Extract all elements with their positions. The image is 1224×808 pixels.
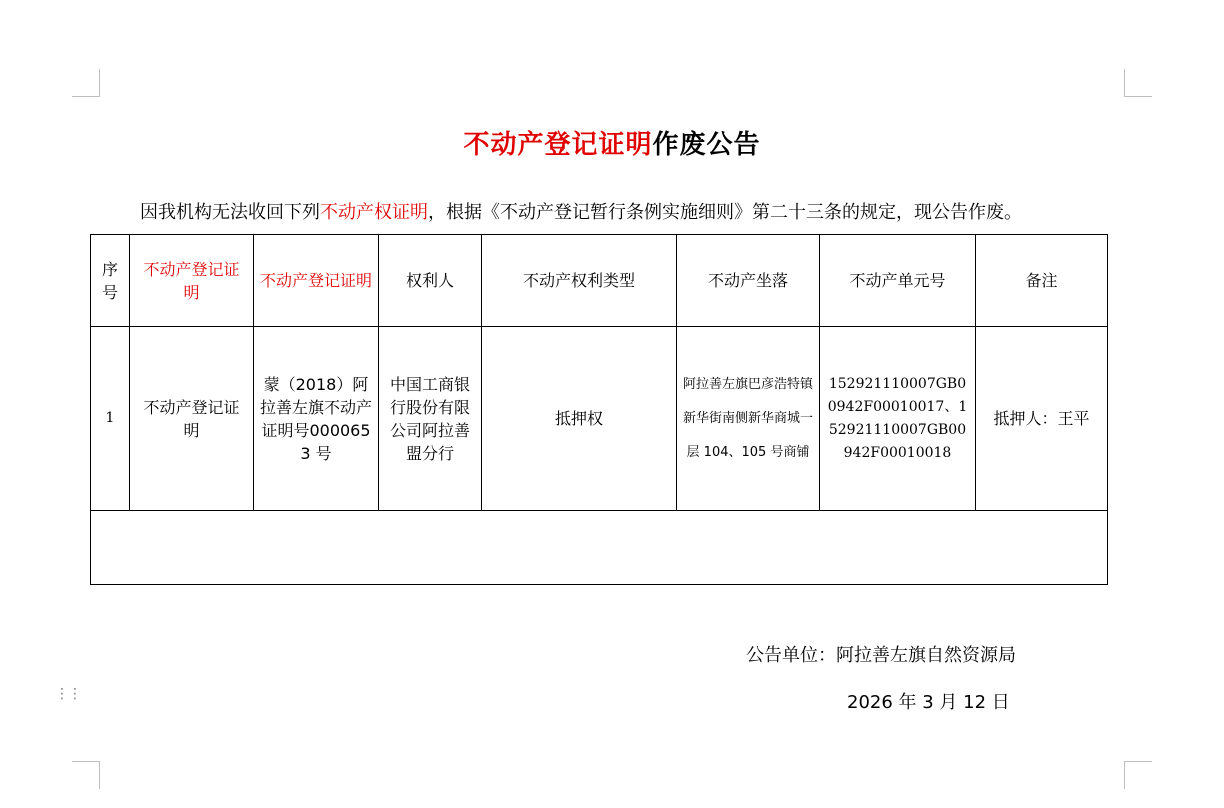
cell-remark: 抵押人：王平 bbox=[976, 327, 1108, 511]
notice-date: 2026 年 3 月 12 日 bbox=[847, 692, 1010, 713]
header-holder: 权利人 bbox=[379, 235, 482, 327]
cell-holder: 中国工商银行股份有限公司阿拉善盟分行 bbox=[379, 327, 482, 511]
page-corner-mark-top-left bbox=[72, 69, 100, 97]
header-cert-no: 不动产登记证明 bbox=[254, 235, 379, 327]
header-location: 不动产坐落 bbox=[677, 235, 820, 327]
intro-paragraph bbox=[140, 198, 1022, 224]
header-seq: 序号 bbox=[91, 235, 130, 327]
page-corner-mark-bottom-right bbox=[1124, 761, 1152, 789]
page-corner-mark-top-right bbox=[1124, 69, 1152, 97]
notice-table bbox=[90, 234, 1108, 585]
header-remark: 备注 bbox=[976, 235, 1108, 327]
intro-red-part: 不动产权证明 bbox=[320, 202, 428, 223]
drag-handle-icon[interactable]: ⋮⋮ bbox=[55, 686, 81, 702]
cell-right-type: 抵押权 bbox=[482, 327, 677, 511]
header-right-type: 不动产权利类型 bbox=[482, 235, 677, 327]
title-black-part: 作废公告 bbox=[652, 130, 761, 160]
title-red-part: 不动产登记证明 bbox=[463, 130, 653, 160]
cell-cert-type: 不动产登记证明 bbox=[130, 327, 254, 511]
cell-cert-no: 蒙（2018）阿拉善左旗不动产证明号0000653 号 bbox=[254, 327, 379, 511]
page-corner-mark-bottom-left bbox=[72, 761, 100, 789]
header-cert-type: 不动产登记证明 bbox=[130, 235, 254, 327]
notice-title bbox=[0, 124, 1224, 161]
table-empty-row bbox=[91, 511, 1108, 585]
cell-seq: 1 bbox=[91, 327, 130, 511]
header-unit-no: 不动产单元号 bbox=[820, 235, 976, 327]
table-row bbox=[91, 327, 1108, 511]
cell-location: 阿拉善左旗巴彦浩特镇新华街南侧新华商城一层 104、105 号商铺 bbox=[677, 327, 820, 511]
cell-unit-no: 152921110007GB00942F00010017、152921110007GB00942F00010018 bbox=[820, 327, 976, 511]
intro-after: ，根据《不动产登记暂行条例实施细则》第二十三条的规定，现公告作废。 bbox=[428, 202, 1022, 223]
empty-cell bbox=[91, 511, 1108, 585]
intro-before: 因我机构无法收回下列 bbox=[140, 202, 320, 223]
table-header-row bbox=[91, 235, 1108, 327]
issuing-organization: 公告单位：阿拉善左旗自然资源局 bbox=[746, 645, 1016, 666]
